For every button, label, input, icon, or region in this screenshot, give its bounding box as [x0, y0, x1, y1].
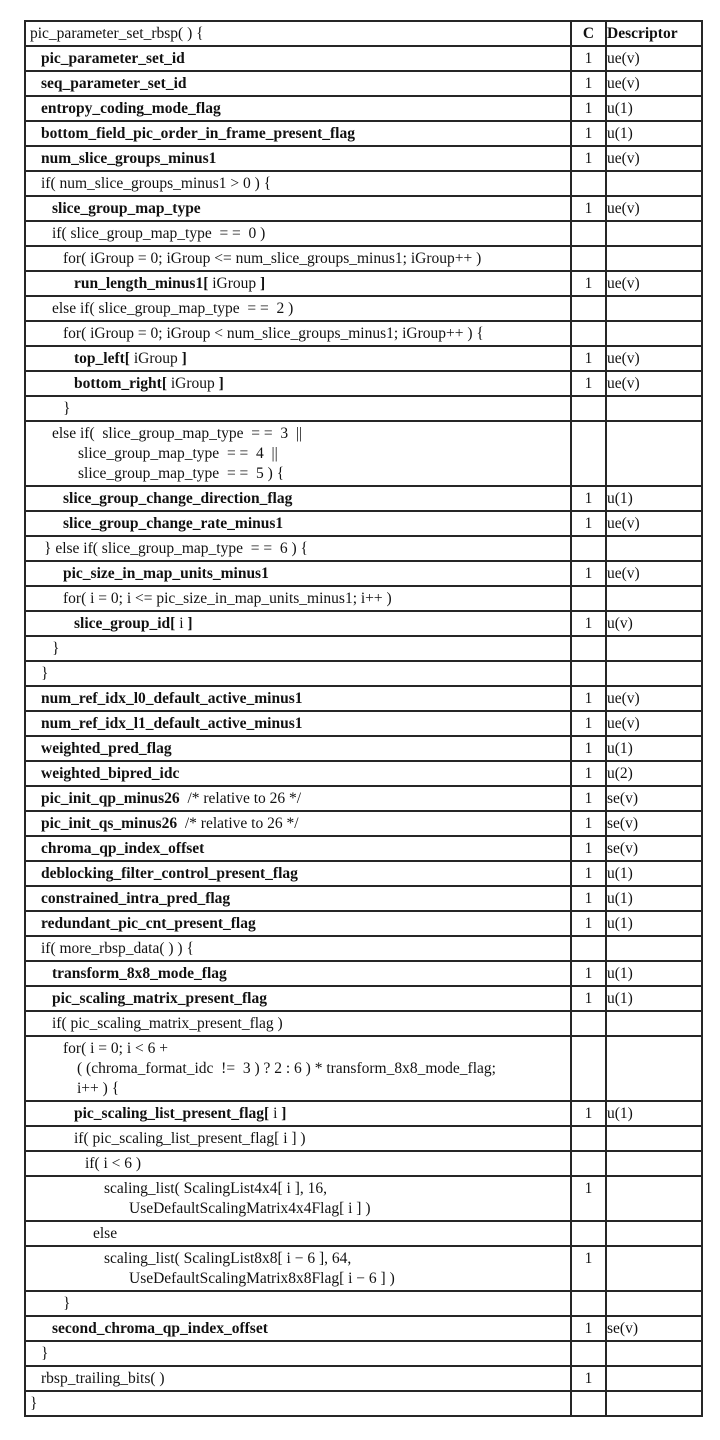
- category-cell: [571, 396, 606, 421]
- syntax-element: second_chroma_qp_index_offset: [52, 1320, 268, 1337]
- syntax-text: }: [52, 640, 60, 657]
- category-cell: 1: [571, 761, 606, 786]
- category-cell: 1: [571, 196, 606, 221]
- descriptor-cell: [606, 321, 702, 346]
- syntax-element: slice_group_map_type: [52, 200, 201, 217]
- category-cell: 1: [571, 836, 606, 861]
- syntax-text: for( iGroup = 0; iGroup < num_slice_groups_minus1; iGroup++ ) {: [63, 325, 484, 342]
- syntax-cell: [25, 511, 571, 536]
- table-row: [25, 371, 702, 396]
- syntax-cell: [25, 1341, 571, 1366]
- descriptor-cell: [606, 221, 702, 246]
- syntax-cell: [25, 686, 571, 711]
- syntax-element: top_left[: [74, 350, 130, 367]
- table-row: [25, 511, 702, 536]
- category-cell: [571, 1291, 606, 1316]
- table-row: [25, 561, 702, 586]
- table-row: [25, 761, 702, 786]
- category-cell: 1: [571, 911, 606, 936]
- descriptor-cell: u(1): [606, 486, 702, 511]
- category-cell: [571, 1341, 606, 1366]
- descriptor-cell: [606, 586, 702, 611]
- function-name: pic_parameter_set_rbsp( ) {: [30, 25, 204, 42]
- descriptor-cell: [606, 936, 702, 961]
- category-cell: 1: [571, 786, 606, 811]
- pps-syntax-table: [24, 20, 703, 1417]
- syntax-text: if( num_slice_groups_minus1 > 0 ) {: [41, 175, 272, 192]
- syntax-text: } else if( slice_group_map_type = = 6 ) {: [44, 540, 308, 557]
- table-row: [25, 1151, 702, 1176]
- syntax-cell: [25, 886, 571, 911]
- syntax-element: pic_parameter_set_id: [41, 50, 185, 67]
- table-row: [25, 861, 702, 886]
- category-cell: 1: [571, 986, 606, 1011]
- syntax-element: ]: [218, 375, 224, 392]
- syntax-cell: [25, 71, 571, 96]
- category-cell: [571, 936, 606, 961]
- syntax-element: num_ref_idx_l0_default_active_minus1: [41, 690, 303, 707]
- descriptor-cell: se(v): [606, 836, 702, 861]
- category-cell: [571, 246, 606, 271]
- syntax-cell: [25, 1316, 571, 1341]
- table-row: [25, 1011, 702, 1036]
- syntax-text: iGroup: [129, 350, 182, 367]
- table-row: [25, 986, 702, 1011]
- syntax-cell: [25, 396, 571, 421]
- table-row: [25, 396, 702, 421]
- syntax-text: slice_group_map_type = = 5 ) {: [78, 465, 285, 482]
- syntax-cell: [25, 786, 571, 811]
- syntax-text: }: [63, 1295, 71, 1312]
- descriptor-cell: [606, 1291, 702, 1316]
- table-row: [25, 836, 702, 861]
- category-cell: 1: [571, 71, 606, 96]
- descriptor-cell: ue(v): [606, 71, 702, 96]
- syntax-text: if( pic_scaling_matrix_present_flag ): [52, 1015, 283, 1032]
- category-cell: 1: [571, 561, 606, 586]
- descriptor-cell: [606, 636, 702, 661]
- category-cell: [571, 1151, 606, 1176]
- table-row: [25, 146, 702, 171]
- descriptor-cell: [606, 1011, 702, 1036]
- syntax-cell: [25, 611, 571, 636]
- syntax-text: rbsp_trailing_bits( ): [41, 1370, 165, 1387]
- descriptor-cell: u(1): [606, 1101, 702, 1126]
- syntax-cell: [25, 736, 571, 761]
- syntax-cell: [25, 1126, 571, 1151]
- category-cell: [571, 171, 606, 196]
- syntax-text: i++ ) {: [77, 1080, 120, 1097]
- table-row: [25, 961, 702, 986]
- syntax-cell: [25, 486, 571, 511]
- category-cell: [571, 1011, 606, 1036]
- syntax-cell: [25, 661, 571, 686]
- syntax-element: ]: [260, 275, 266, 292]
- table-row: [25, 1246, 702, 1291]
- category-cell: 1: [571, 346, 606, 371]
- table-row: [25, 886, 702, 911]
- descriptor-cell: [606, 1176, 702, 1221]
- category-cell: 1: [571, 1316, 606, 1341]
- syntax-cell: [25, 1036, 571, 1101]
- syntax-element: pic_scaling_matrix_present_flag: [52, 990, 267, 1007]
- table-row: [25, 71, 702, 96]
- category-cell: 1: [571, 886, 606, 911]
- header-syntax-cell: [25, 21, 571, 46]
- syntax-cell: [25, 811, 571, 836]
- syntax-text: else if( slice_group_map_type = = 2 ): [52, 300, 294, 317]
- syntax-text: if( i < 6 ): [85, 1155, 142, 1172]
- syntax-cell: [25, 1176, 571, 1221]
- syntax-text: }: [63, 400, 71, 417]
- syntax-element: weighted_pred_flag: [41, 740, 172, 757]
- syntax-cell: [25, 1221, 571, 1246]
- category-cell: 1: [571, 146, 606, 171]
- category-cell: 1: [571, 611, 606, 636]
- syntax-cell: [25, 1011, 571, 1036]
- descriptor-cell: se(v): [606, 786, 702, 811]
- table-row: [25, 711, 702, 736]
- syntax-cell: [25, 1391, 571, 1416]
- table-row: [25, 636, 702, 661]
- syntax-cell: [25, 586, 571, 611]
- category-cell: [571, 321, 606, 346]
- table-row: [25, 321, 702, 346]
- syntax-element: weighted_bipred_idc: [41, 765, 180, 782]
- category-cell: [571, 296, 606, 321]
- syntax-text: if( more_rbsp_data( ) ) {: [41, 940, 194, 957]
- table-row: [25, 586, 702, 611]
- header-row: [25, 21, 702, 46]
- category-cell: 1: [571, 711, 606, 736]
- table-row: [25, 811, 702, 836]
- table-row: [25, 1176, 702, 1221]
- table-row: [25, 661, 702, 686]
- category-cell: 1: [571, 736, 606, 761]
- table-row: [25, 1391, 702, 1416]
- syntax-cell: [25, 836, 571, 861]
- syntax-element: redundant_pic_cnt_present_flag: [41, 915, 256, 932]
- category-cell: 1: [571, 961, 606, 986]
- descriptor-cell: ue(v): [606, 196, 702, 221]
- syntax-cell: [25, 146, 571, 171]
- descriptor-cell: [606, 246, 702, 271]
- descriptor-cell: ue(v): [606, 346, 702, 371]
- syntax-text: UseDefaultScalingMatrix4x4Flag[ i ] ): [129, 1200, 371, 1217]
- category-cell: [571, 1221, 606, 1246]
- table-row: [25, 1341, 702, 1366]
- descriptor-cell: [606, 1246, 702, 1291]
- syntax-text: slice_group_map_type = = 4 ||: [78, 445, 278, 462]
- syntax-cell: [25, 1291, 571, 1316]
- syntax-text: iGroup: [208, 275, 261, 292]
- syntax-element: pic_scaling_list_present_flag[: [74, 1105, 270, 1122]
- syntax-cell: [25, 961, 571, 986]
- table-row: [25, 1101, 702, 1126]
- descriptor-cell: ue(v): [606, 46, 702, 71]
- descriptor-cell: [606, 171, 702, 196]
- syntax-element: deblocking_filter_control_present_flag: [41, 865, 298, 882]
- descriptor-cell: [606, 1341, 702, 1366]
- category-cell: 1: [571, 1366, 606, 1391]
- syntax-cell: [25, 936, 571, 961]
- syntax-text: else if( slice_group_map_type = = 3 ||: [52, 425, 303, 442]
- descriptor-cell: u(v): [606, 611, 702, 636]
- descriptor-cell: u(1): [606, 986, 702, 1011]
- syntax-element: pic_init_qs_minus26: [41, 815, 178, 832]
- syntax-cell: [25, 221, 571, 246]
- syntax-cell: [25, 536, 571, 561]
- syntax-text: }: [41, 665, 49, 682]
- syntax-cell: [25, 1246, 571, 1291]
- descriptor-cell: u(2): [606, 761, 702, 786]
- category-cell: [571, 636, 606, 661]
- table-row: [25, 911, 702, 936]
- category-cell: 1: [571, 1246, 606, 1291]
- syntax-element: num_ref_idx_l1_default_active_minus1: [41, 715, 303, 732]
- descriptor-cell: [606, 1221, 702, 1246]
- table-body: [25, 46, 702, 1416]
- syntax-element: ]: [187, 615, 193, 632]
- table-row: [25, 536, 702, 561]
- syntax-cell: [25, 246, 571, 271]
- descriptor-cell: ue(v): [606, 561, 702, 586]
- descriptor-cell: se(v): [606, 811, 702, 836]
- syntax-cell: [25, 321, 571, 346]
- syntax-text: ( (chroma_format_idc != 3 ) ? 2 : 6 ) * transform_8x8_mode_flag;: [77, 1060, 496, 1077]
- syntax-cell: [25, 711, 571, 736]
- descriptor-cell: ue(v): [606, 711, 702, 736]
- table-row: [25, 296, 702, 321]
- descriptor-cell: ue(v): [606, 371, 702, 396]
- syntax-text: scaling_list( ScalingList4x4[ i ], 16,: [104, 1180, 328, 1197]
- table-row: [25, 486, 702, 511]
- syntax-cell: [25, 171, 571, 196]
- syntax-cell: [25, 46, 571, 71]
- syntax-text: for( i = 0; i < 6 +: [63, 1040, 169, 1057]
- table-row: [25, 346, 702, 371]
- syntax-element: transform_8x8_mode_flag: [52, 965, 227, 982]
- table-row: [25, 686, 702, 711]
- syntax-element: bottom_right[: [74, 375, 167, 392]
- descriptor-cell: ue(v): [606, 146, 702, 171]
- table-row: [25, 171, 702, 196]
- table-row: [25, 936, 702, 961]
- syntax-text: i: [175, 615, 188, 632]
- header-category-cell: C: [571, 21, 606, 46]
- descriptor-cell: [606, 1036, 702, 1101]
- header-descriptor-cell: Descriptor: [606, 21, 702, 46]
- table-row: [25, 736, 702, 761]
- syntax-cell: [25, 271, 571, 296]
- syntax-cell: [25, 121, 571, 146]
- descriptor-cell: [606, 1151, 702, 1176]
- descriptor-cell: se(v): [606, 1316, 702, 1341]
- table-row: [25, 46, 702, 71]
- table-row: [25, 1366, 702, 1391]
- syntax-element: ]: [181, 350, 187, 367]
- syntax-element: pic_init_qp_minus26: [41, 790, 180, 807]
- category-cell: 1: [571, 96, 606, 121]
- category-cell: [571, 586, 606, 611]
- table-row: [25, 121, 702, 146]
- descriptor-cell: [606, 661, 702, 686]
- descriptor-cell: ue(v): [606, 511, 702, 536]
- table-row: [25, 421, 702, 486]
- syntax-element: ]: [281, 1105, 287, 1122]
- syntax-cell: [25, 196, 571, 221]
- category-cell: [571, 1126, 606, 1151]
- descriptor-cell: u(1): [606, 961, 702, 986]
- syntax-element: chroma_qp_index_offset: [41, 840, 205, 857]
- category-cell: [571, 661, 606, 686]
- category-cell: 1: [571, 811, 606, 836]
- descriptor-cell: ue(v): [606, 686, 702, 711]
- category-cell: 1: [571, 511, 606, 536]
- syntax-element: slice_group_change_direction_flag: [63, 490, 293, 507]
- syntax-element: pic_size_in_map_units_minus1: [63, 565, 269, 582]
- syntax-cell: [25, 561, 571, 586]
- syntax-cell: [25, 1151, 571, 1176]
- syntax-cell: [25, 421, 571, 486]
- syntax-text: }: [41, 1345, 49, 1362]
- syntax-element: bottom_field_pic_order_in_frame_present_flag: [41, 125, 355, 142]
- descriptor-cell: [606, 396, 702, 421]
- syntax-text: if( pic_scaling_list_present_flag[ i ] ): [74, 1130, 306, 1147]
- syntax-cell: [25, 296, 571, 321]
- category-cell: 1: [571, 486, 606, 511]
- syntax-text: scaling_list( ScalingList8x8[ i − 6 ], 64,: [104, 1250, 352, 1267]
- descriptor-cell: [606, 536, 702, 561]
- category-cell: 1: [571, 686, 606, 711]
- syntax-text: for( iGroup = 0; iGroup <= num_slice_groups_minus1; iGroup++ ): [63, 250, 482, 267]
- syntax-cell: [25, 346, 571, 371]
- descriptor-cell: [606, 1391, 702, 1416]
- syntax-cell: [25, 911, 571, 936]
- syntax-cell: [25, 986, 571, 1011]
- descriptor-cell: ue(v): [606, 271, 702, 296]
- category-cell: 1: [571, 1176, 606, 1221]
- descriptor-cell: u(1): [606, 121, 702, 146]
- table-row: [25, 611, 702, 636]
- descriptor-cell: [606, 421, 702, 486]
- table-row: [25, 1126, 702, 1151]
- syntax-text: for( i = 0; i <= pic_size_in_map_units_minus1; i++ ): [63, 590, 392, 607]
- table-row: [25, 1316, 702, 1341]
- table-row: [25, 196, 702, 221]
- syntax-cell: [25, 636, 571, 661]
- descriptor-cell: u(1): [606, 96, 702, 121]
- syntax-cell: [25, 96, 571, 121]
- syntax-element: num_slice_groups_minus1: [41, 150, 217, 167]
- syntax-text: if( slice_group_map_type = = 0 ): [52, 225, 266, 242]
- descriptor-cell: u(1): [606, 736, 702, 761]
- table-row: [25, 1291, 702, 1316]
- category-cell: 1: [571, 371, 606, 396]
- descriptor-cell: u(1): [606, 861, 702, 886]
- category-cell: [571, 421, 606, 486]
- syntax-cell: [25, 1101, 571, 1126]
- category-cell: [571, 1391, 606, 1416]
- syntax-text: i: [269, 1105, 282, 1122]
- syntax-text: iGroup: [167, 375, 219, 392]
- category-cell: 1: [571, 46, 606, 71]
- category-cell: 1: [571, 861, 606, 886]
- category-cell: 1: [571, 271, 606, 296]
- syntax-element: run_length_minus1[: [74, 275, 209, 292]
- syntax-element: slice_group_change_rate_minus1: [63, 515, 284, 532]
- table-header: [25, 21, 702, 46]
- descriptor-cell: [606, 1366, 702, 1391]
- table-row: [25, 246, 702, 271]
- descriptor-cell: [606, 1126, 702, 1151]
- syntax-cell: [25, 861, 571, 886]
- syntax-text: else: [93, 1225, 118, 1242]
- descriptor-cell: u(1): [606, 886, 702, 911]
- syntax-element: constrained_intra_pred_flag: [41, 890, 231, 907]
- category-cell: [571, 1036, 606, 1101]
- syntax-text: /* relative to 26 */: [179, 790, 302, 807]
- syntax-text: }: [30, 1395, 38, 1412]
- syntax-cell: [25, 761, 571, 786]
- syntax-cell: [25, 371, 571, 396]
- category-cell: 1: [571, 1101, 606, 1126]
- syntax-element: seq_parameter_set_id: [41, 75, 187, 92]
- syntax-text: UseDefaultScalingMatrix8x8Flag[ i − 6 ] ): [129, 1270, 395, 1287]
- category-cell: [571, 536, 606, 561]
- descriptor-cell: u(1): [606, 911, 702, 936]
- table-row: [25, 271, 702, 296]
- syntax-cell: [25, 1366, 571, 1391]
- category-cell: [571, 221, 606, 246]
- syntax-element: slice_group_id[: [74, 615, 176, 632]
- table-row: [25, 96, 702, 121]
- table-row: [25, 786, 702, 811]
- syntax-text: /* relative to 26 */: [177, 815, 299, 832]
- table-row: [25, 221, 702, 246]
- descriptor-cell: [606, 296, 702, 321]
- syntax-element: entropy_coding_mode_flag: [41, 100, 221, 117]
- table-row: [25, 1036, 702, 1101]
- category-cell: 1: [571, 121, 606, 146]
- table-row: [25, 1221, 702, 1246]
